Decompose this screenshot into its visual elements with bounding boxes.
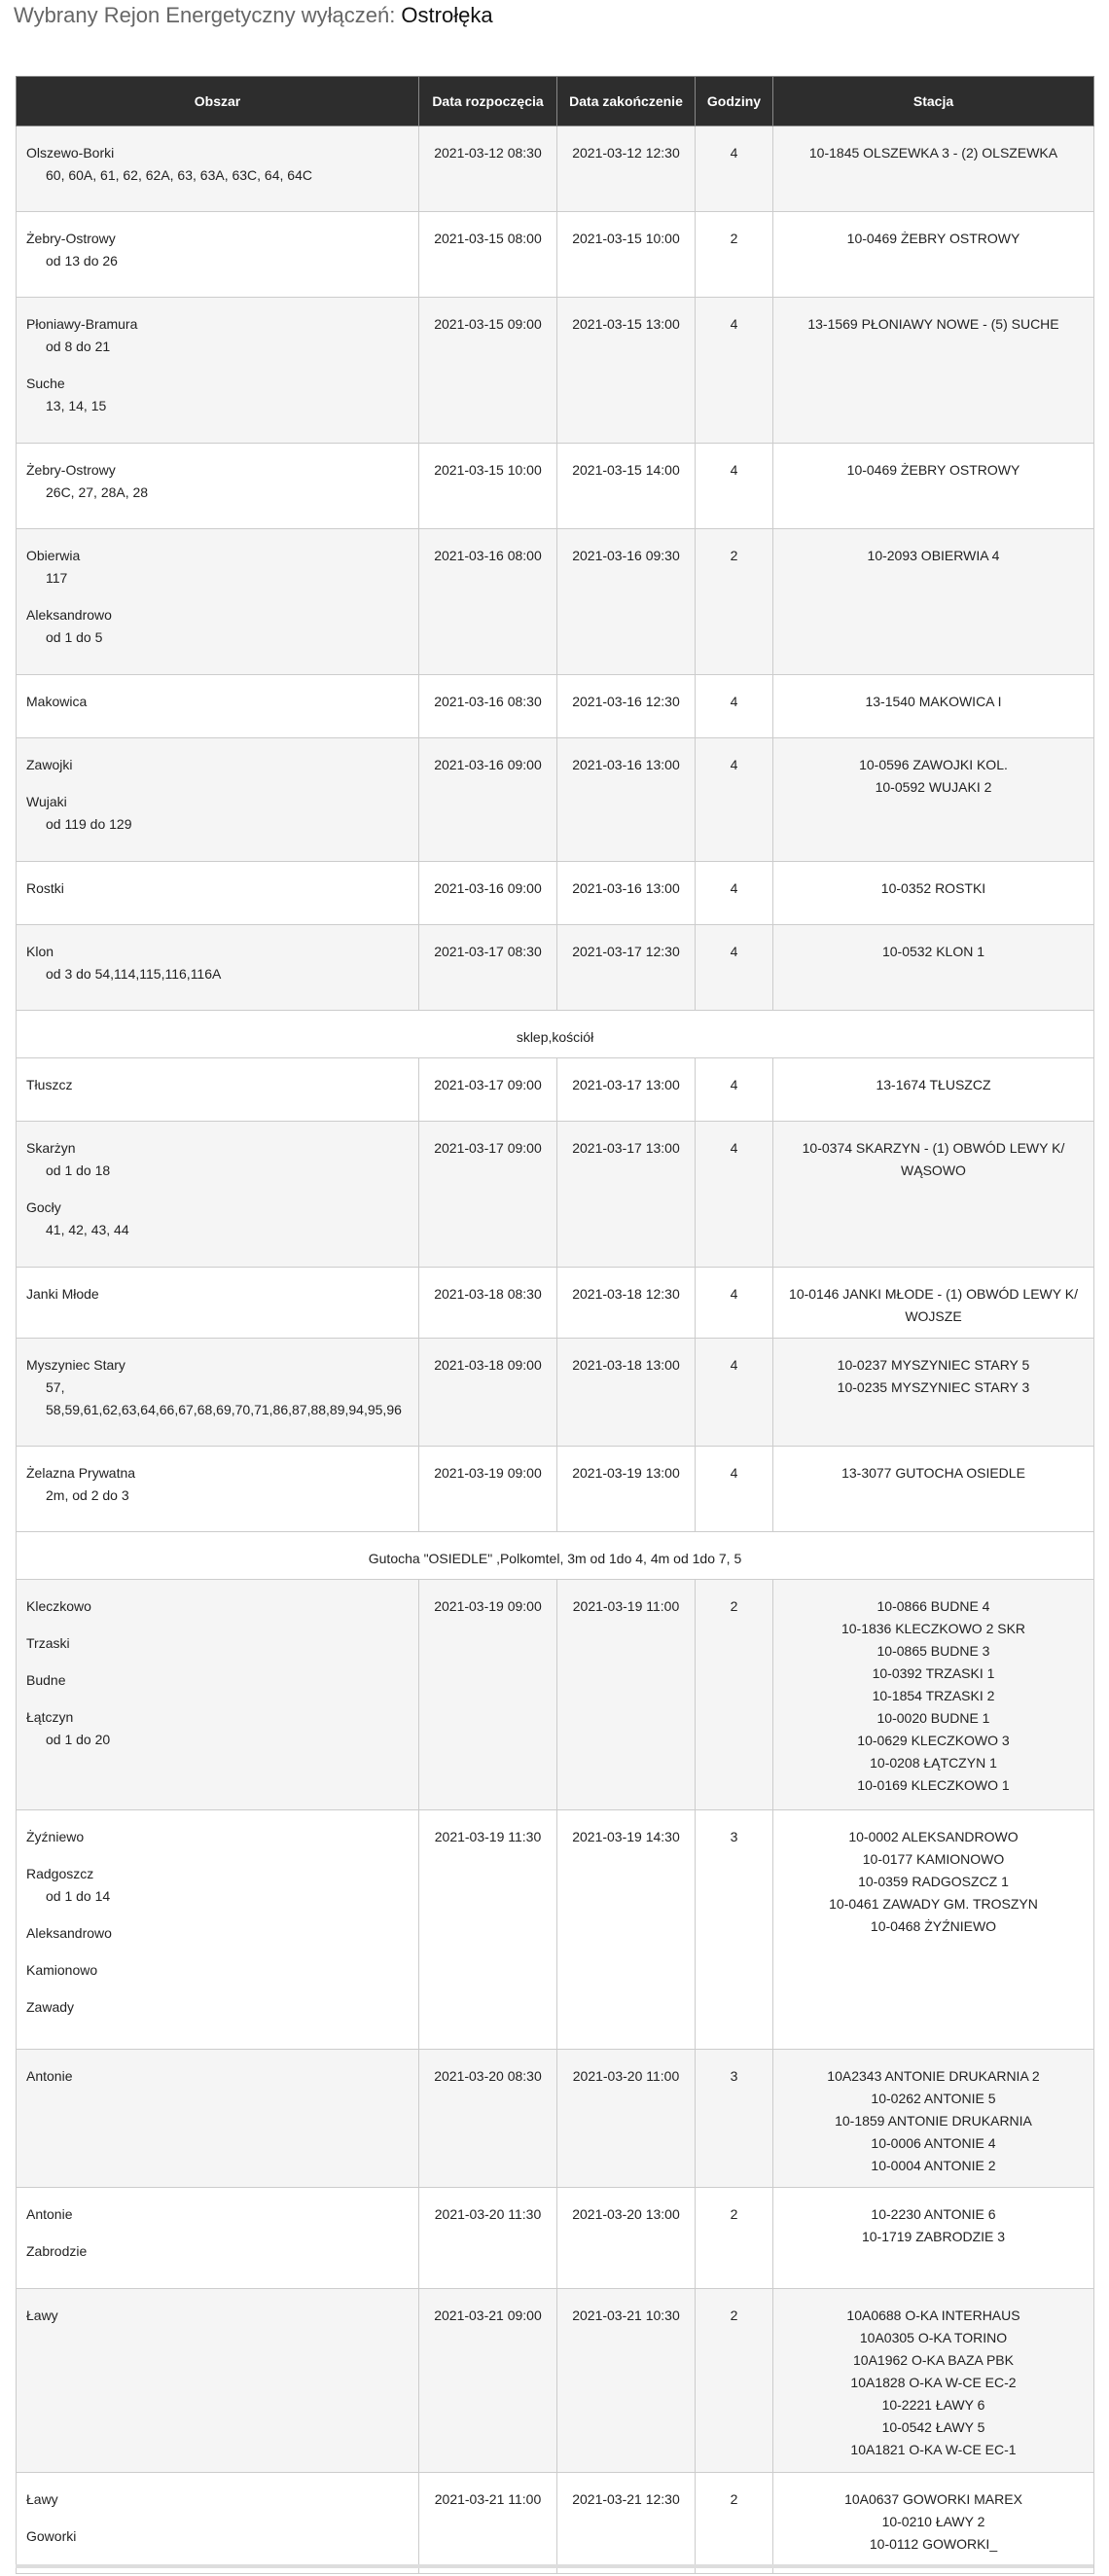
cell-end: 2021-03-12 12:30 xyxy=(557,126,696,212)
cell-end: 2021-03-20 11:00 xyxy=(557,2050,696,2188)
cell-station xyxy=(773,2473,1094,2574)
station-entry: 10-0169 KLECZKOWO 1 xyxy=(857,1777,1010,1793)
cell-hours: 4 xyxy=(696,738,773,862)
cell-station xyxy=(773,1580,1094,1810)
station-entry: 10A2343 ANTONIE DRUKARNIA 2 xyxy=(827,2068,1040,2084)
cell-start: 2021-03-20 08:30 xyxy=(419,2050,557,2188)
cell-area xyxy=(17,2289,419,2473)
table-row xyxy=(17,1122,1094,1268)
cell-area xyxy=(17,298,419,444)
station-entry: 10-1854 TRZASKI 2 xyxy=(872,1688,995,1703)
station-entry: 10A0688 O-KA INTERHAUS xyxy=(846,2308,1020,2323)
cell-end: 2021-03-18 13:00 xyxy=(557,1339,696,1447)
cell-hours: 2 xyxy=(696,212,773,298)
table-row xyxy=(17,126,1094,212)
table-row xyxy=(17,675,1094,738)
area-name: Aleksandrowo xyxy=(26,607,112,623)
cell-hours: 2 xyxy=(696,529,773,675)
cell-station xyxy=(773,862,1094,925)
station-entry: 10-0020 BUDNE 1 xyxy=(876,1710,990,1726)
note-text: sklep,kościół xyxy=(17,1011,1094,1058)
cell-station xyxy=(773,1268,1094,1339)
outage-table xyxy=(16,76,1094,2574)
cell-start: 2021-03-15 09:00 xyxy=(419,298,557,444)
station-entry: 10-0002 ALEKSANDROWO xyxy=(848,1829,1019,1844)
region-name: Ostrołęka xyxy=(401,3,493,27)
cell-station xyxy=(773,212,1094,298)
cell-station xyxy=(773,1447,1094,1532)
area-detail: od 1 do 5 xyxy=(46,629,103,645)
cell-start: 2021-03-16 08:00 xyxy=(419,529,557,675)
cell-start: 2021-03-20 11:30 xyxy=(419,2188,557,2289)
station-entry: 10-0596 ZAWOJKI KOL. xyxy=(859,757,1008,772)
area-name: Żyźniewo xyxy=(26,1829,85,1844)
station-entry: 10-0210 ŁAWY 2 xyxy=(881,2514,985,2529)
cell-station xyxy=(773,675,1094,738)
cell-end: 2021-03-19 11:00 xyxy=(557,1580,696,1810)
cell-start: 2021-03-16 09:00 xyxy=(419,862,557,925)
cell-hours: 2 xyxy=(696,1580,773,1810)
station-entry: 10A1821 O-KA W-CE EC-1 xyxy=(850,2442,1017,2457)
area-name: Janki Młode xyxy=(26,1286,99,1302)
cell-area xyxy=(17,1580,419,1810)
area-name: Klon xyxy=(26,944,54,959)
station-entry: 10-0112 GOWORKI_ xyxy=(869,2536,998,2552)
cell-hours: 4 xyxy=(696,1339,773,1447)
station-entry: 10-0592 WUJAKI 2 xyxy=(875,779,992,795)
cell-end: 2021-03-17 13:00 xyxy=(557,1122,696,1268)
cell-area xyxy=(17,925,419,1011)
station-entry: 10-0532 KLON 1 xyxy=(881,944,985,959)
cell-start: 2021-03-16 08:30 xyxy=(419,675,557,738)
station-entry: 10-1836 KLECZKOWO 2 SKR xyxy=(841,1621,1026,1636)
cell-end: 2021-03-15 13:00 xyxy=(557,298,696,444)
station-entry: 13-1674 TŁUSZCZ xyxy=(876,1077,991,1092)
cell-hours: 2 xyxy=(696,2188,773,2289)
area-name: Ławy xyxy=(26,2491,58,2507)
area-detail: 58,59,61,62,63,64,66,67,68,69,70,71,86,87,88,89,94,95,96 xyxy=(46,1402,402,1417)
table-row xyxy=(17,298,1094,444)
cell-start: 2021-03-16 09:00 xyxy=(419,738,557,862)
cell-hours: 4 xyxy=(696,1058,773,1122)
cell-start: 2021-03-18 08:30 xyxy=(419,1268,557,1339)
area-name: Kleczkowo xyxy=(26,1598,91,1614)
cell-hours: 4 xyxy=(696,1122,773,1268)
area-name: Żebry-Ostrowy xyxy=(26,462,116,478)
area-name: Radgoszcz xyxy=(26,1866,94,1881)
area-detail: od 3 do 54,114,115,116,116A xyxy=(46,966,222,982)
station-entry: 10-0006 ANTONIE 4 xyxy=(871,2135,996,2151)
cell-station xyxy=(773,1339,1094,1447)
station-entry: 10-0468 ŻYŹNIEWO xyxy=(870,1918,997,1934)
area-name: Obierwia xyxy=(26,548,81,563)
col-header-start: Data rozpoczęcia xyxy=(419,77,557,126)
table-row xyxy=(17,925,1094,1011)
table-row xyxy=(17,2473,1094,2574)
cell-end: 2021-03-17 12:30 xyxy=(557,925,696,1011)
cell-hours: 4 xyxy=(696,1447,773,1532)
cell-area xyxy=(17,1058,419,1122)
table-row xyxy=(17,529,1094,675)
cell-start: 2021-03-15 08:00 xyxy=(419,212,557,298)
cell-area xyxy=(17,212,419,298)
cell-area xyxy=(17,1339,419,1447)
area-name: Łątczyn xyxy=(26,1709,74,1725)
cell-area xyxy=(17,529,419,675)
cell-hours: 4 xyxy=(696,1268,773,1339)
station-entry: 10-0004 ANTONIE 2 xyxy=(871,2158,996,2173)
station-entry: 10-0262 ANTONIE 5 xyxy=(871,2091,996,2106)
station-entry: 10-1859 ANTONIE DRUKARNIA xyxy=(835,2113,1032,2129)
area-detail: od 13 do 26 xyxy=(46,253,118,268)
table-row xyxy=(17,1339,1094,1447)
cell-end: 2021-03-19 14:30 xyxy=(557,1810,696,2050)
area-detail: 57, xyxy=(46,1379,65,1395)
station-entry: 10-0235 MYSZYNIEC STARY 3 xyxy=(837,1379,1030,1395)
table-row xyxy=(17,862,1094,925)
station-entry: 10-1845 OLSZEWKA 3 - (2) OLSZEWKA xyxy=(808,145,1058,161)
cell-station xyxy=(773,2050,1094,2188)
area-name: Suche xyxy=(26,376,65,391)
area-name: Kamionowo xyxy=(26,1962,98,1978)
cell-station xyxy=(773,444,1094,529)
table-row xyxy=(17,2188,1094,2289)
note-row xyxy=(17,1532,1094,1580)
cell-hours: 3 xyxy=(696,2050,773,2188)
cell-station xyxy=(773,298,1094,444)
cell-area xyxy=(17,1810,419,2050)
cell-station xyxy=(773,1810,1094,2050)
station-entry: 10-0392 TRZASKI 1 xyxy=(872,1665,995,1681)
table-row xyxy=(17,738,1094,862)
cell-end: 2021-03-16 12:30 xyxy=(557,675,696,738)
area-detail: 13, 14, 15 xyxy=(46,398,107,413)
cell-end: 2021-03-16 13:00 xyxy=(557,862,696,925)
area-name: Trzaski xyxy=(26,1635,70,1651)
table-body xyxy=(17,126,1094,2574)
note-text: Gutocha "OSIEDLE" ,Polkomtel, 3m od 1do 4, 4m od 1do 7, 5 xyxy=(17,1532,1094,1580)
station-entry: 10-0237 MYSZYNIEC STARY 5 xyxy=(837,1357,1030,1373)
station-entry: 10-0359 RADGOSZCZ 1 xyxy=(858,1874,1009,1889)
area-detail: od 1 do 14 xyxy=(46,1888,111,1904)
cell-station xyxy=(773,925,1094,1011)
table-header-row xyxy=(17,77,1094,126)
station-entry: 13-3077 GUTOCHA OSIEDLE xyxy=(841,1465,1025,1481)
area-detail: 117 xyxy=(46,570,68,586)
cell-station xyxy=(773,1122,1094,1268)
station-entry: 10-0629 KLECZKOWO 3 xyxy=(857,1733,1010,1748)
cell-station xyxy=(773,738,1094,862)
col-header-station: Stacja xyxy=(773,77,1094,126)
area-name: Zabrodzie xyxy=(26,2243,88,2259)
col-header-area: Obszar xyxy=(17,77,419,126)
area-name: Skarżyn xyxy=(26,1140,76,1156)
cell-area xyxy=(17,1447,419,1532)
cell-hours: 4 xyxy=(696,444,773,529)
cell-end: 2021-03-21 10:30 xyxy=(557,2289,696,2473)
cell-start: 2021-03-21 09:00 xyxy=(419,2289,557,2473)
area-name: Myszyniec Stary xyxy=(26,1357,125,1373)
cell-area xyxy=(17,444,419,529)
cell-area xyxy=(17,1122,419,1268)
station-entry: 10-2230 ANTONIE 6 xyxy=(871,2206,996,2222)
cell-hours: 4 xyxy=(696,298,773,444)
cell-hours: 2 xyxy=(696,2473,773,2574)
cell-station xyxy=(773,1058,1094,1122)
station-entry: 10-0542 ŁAWY 5 xyxy=(881,2419,985,2435)
station-entry: 10A1962 O-KA BAZA PBK xyxy=(853,2352,1014,2368)
area-name: Olszewo-Borki xyxy=(26,145,115,161)
area-name: Aleksandrowo xyxy=(26,1925,112,1941)
area-name: Zawojki xyxy=(26,757,73,772)
station-entry: 10-1719 ZABRODZIE 3 xyxy=(861,2229,1006,2244)
cell-area xyxy=(17,862,419,925)
station-entry: 13-1540 MAKOWICA I xyxy=(865,694,1002,709)
cell-end: 2021-03-20 13:00 xyxy=(557,2188,696,2289)
cell-start: 2021-03-19 11:30 xyxy=(419,1810,557,2050)
area-name: Rostki xyxy=(26,880,64,896)
area-detail: od 119 do 129 xyxy=(46,816,132,832)
station-entry: WĄSOWO xyxy=(901,1163,966,1178)
area-name: Wujaki xyxy=(26,794,67,809)
cell-hours: 4 xyxy=(696,126,773,212)
area-name: Budne xyxy=(26,1672,66,1688)
area-name: Zawady xyxy=(26,1999,75,2015)
table-row xyxy=(17,2050,1094,2188)
station-entry: 10-0374 SKARZYN - (1) OBWÓD LEWY K/ xyxy=(802,1140,1065,1156)
station-entry: 10A0305 O-KA TORINO xyxy=(859,2330,1008,2345)
cell-hours: 2 xyxy=(696,2289,773,2473)
cell-start: 2021-03-19 09:00 xyxy=(419,1447,557,1532)
table-row xyxy=(17,1447,1094,1532)
station-entry: WOJSZE xyxy=(905,1308,962,1324)
cell-hours: 3 xyxy=(696,1810,773,2050)
table-row xyxy=(17,1268,1094,1339)
area-name: Żelazna Prywatna xyxy=(26,1465,136,1481)
cell-area xyxy=(17,2188,419,2289)
area-detail: od 1 do 18 xyxy=(46,1163,111,1178)
cell-area xyxy=(17,1268,419,1339)
page-header xyxy=(0,0,1109,41)
station-entry: 10-0352 ROSTKI xyxy=(880,880,986,896)
area-detail: 2m, od 2 do 3 xyxy=(46,1487,129,1503)
table-row xyxy=(17,212,1094,298)
cell-end: 2021-03-16 13:00 xyxy=(557,738,696,862)
cell-area xyxy=(17,738,419,862)
cell-area xyxy=(17,126,419,212)
area-detail: 60, 60A, 61, 62, 62A, 63, 63A, 63C, 64, 64C xyxy=(46,167,312,183)
station-entry: 10-0469 ŻEBRY OSTROWY xyxy=(846,462,1020,478)
cell-end: 2021-03-18 12:30 xyxy=(557,1268,696,1339)
area-name: Gocły xyxy=(26,1199,61,1215)
area-detail: 26C, 27, 28A, 28 xyxy=(46,484,149,500)
area-name: Antonie xyxy=(26,2206,73,2222)
table-row xyxy=(17,1580,1094,1810)
area-name: Płoniawy-Bramura xyxy=(26,316,138,332)
cell-hours: 4 xyxy=(696,925,773,1011)
table-row xyxy=(17,444,1094,529)
area-name: Goworki xyxy=(26,2528,77,2544)
cell-area xyxy=(17,2473,419,2574)
cell-end: 2021-03-16 09:30 xyxy=(557,529,696,675)
cell-area xyxy=(17,2050,419,2188)
cell-start: 2021-03-21 11:00 xyxy=(419,2473,557,2574)
cell-hours: 4 xyxy=(696,862,773,925)
station-entry: 10-0146 JANKI MŁODE - (1) OBWÓD LEWY K/ xyxy=(789,1286,1078,1302)
station-entry: 10-0469 ŻEBRY OSTROWY xyxy=(846,231,1020,246)
cell-hours: 4 xyxy=(696,675,773,738)
station-entry: 10-2093 OBIERWIA 4 xyxy=(867,548,1000,563)
cell-start: 2021-03-17 08:30 xyxy=(419,925,557,1011)
cell-start: 2021-03-19 09:00 xyxy=(419,1580,557,1810)
cell-start: 2021-03-18 09:00 xyxy=(419,1339,557,1447)
station-entry: 10-2221 ŁAWY 6 xyxy=(881,2397,985,2413)
table-row xyxy=(17,1058,1094,1122)
cell-end: 2021-03-19 13:00 xyxy=(557,1447,696,1532)
cell-station xyxy=(773,126,1094,212)
area-name: Ławy xyxy=(26,2308,58,2323)
station-entry: 10-0461 ZAWADY GM. TROSZYN xyxy=(829,1896,1038,1912)
cell-start: 2021-03-17 09:00 xyxy=(419,1058,557,1122)
area-name: Antonie xyxy=(26,2068,73,2084)
station-entry: 10-0208 ŁĄTCZYN 1 xyxy=(870,1755,997,1771)
station-entry: 13-1569 PŁONIAWY NOWE - (5) SUCHE xyxy=(807,316,1059,332)
station-entry: 10-0865 BUDNE 3 xyxy=(876,1643,990,1659)
cell-station xyxy=(773,529,1094,675)
cell-start: 2021-03-17 09:00 xyxy=(419,1122,557,1268)
cell-end: 2021-03-21 12:30 xyxy=(557,2473,696,2574)
area-name: Makowica xyxy=(26,694,88,709)
area-detail: 41, 42, 43, 44 xyxy=(46,1222,129,1237)
cell-end: 2021-03-17 13:00 xyxy=(557,1058,696,1122)
area-detail: od 1 do 20 xyxy=(46,1732,111,1747)
cell-end: 2021-03-15 14:00 xyxy=(557,444,696,529)
cell-station xyxy=(773,2188,1094,2289)
station-entry: 10A0637 GOWORKI MAREX xyxy=(844,2491,1022,2507)
table-row xyxy=(17,1810,1094,2050)
table-bottom-divider xyxy=(16,2564,1093,2568)
station-entry: 10A1828 O-KA W-CE EC-2 xyxy=(850,2375,1017,2390)
cell-area xyxy=(17,675,419,738)
table-row xyxy=(17,2289,1094,2473)
station-entry: 10-0177 KAMIONOWO xyxy=(862,1851,1005,1867)
cell-station xyxy=(773,2289,1094,2473)
station-entry: 10-0866 BUDNE 4 xyxy=(876,1598,990,1614)
cell-start: 2021-03-12 08:30 xyxy=(419,126,557,212)
header-prefix: Wybrany Rejon Energetyczny wyłączeń: xyxy=(14,3,402,27)
col-header-end: Data zakończenie xyxy=(557,77,696,126)
col-header-hours: Godziny xyxy=(696,77,773,126)
note-row xyxy=(17,1011,1094,1058)
area-detail: od 8 do 21 xyxy=(46,339,111,354)
area-name: Żebry-Ostrowy xyxy=(26,231,116,246)
area-name: Tłuszcz xyxy=(26,1077,73,1092)
cell-start: 2021-03-15 10:00 xyxy=(419,444,557,529)
cell-end: 2021-03-15 10:00 xyxy=(557,212,696,298)
